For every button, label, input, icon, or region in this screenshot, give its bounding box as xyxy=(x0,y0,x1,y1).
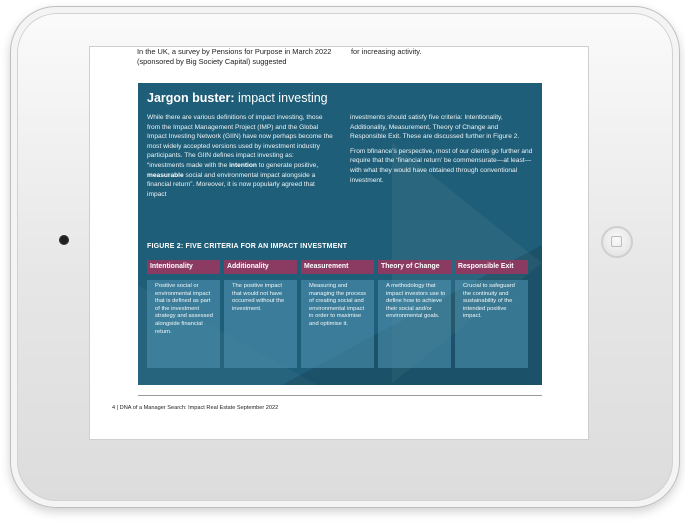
panel-title-bold: Jargon buster: xyxy=(147,91,235,105)
criterion-description: The positive impact that would not have occurred without the investment. xyxy=(224,280,297,368)
panel-right-column xyxy=(350,113,536,190)
document-page xyxy=(89,46,589,440)
home-button[interactable] xyxy=(601,226,633,258)
footer-divider xyxy=(138,395,542,396)
criterion-description: Crucial to safeguard the continuity and sustainability of the intended positive impact. xyxy=(455,280,528,368)
panel-title xyxy=(147,91,328,105)
criterion-description: Measuring and managing the process of creating social and environmental impact in order to maximise and optimise it. xyxy=(301,280,374,368)
figure-title: FIGURE 2: FIVE CRITERIA FOR AN IMPACT INVESTMENT xyxy=(147,243,348,250)
criterion-description: Positive social or environmental impact that is defined as part of the investment strategy and assessed alongside financial return. xyxy=(147,280,220,368)
panel-left-column xyxy=(147,113,333,199)
criterion-label: Intentionality xyxy=(147,260,220,274)
top-right-text: for increasing activity. xyxy=(351,47,422,56)
criterion-measurement xyxy=(301,260,374,370)
criterion-label: Measurement xyxy=(301,260,374,274)
criterion-description: A methodology that impact investors use to define how to achieve their social and/or environmental goals. xyxy=(378,280,451,368)
home-square-icon xyxy=(611,236,622,247)
criteria-grid xyxy=(147,260,529,370)
left-col-mid: to generate positive, xyxy=(256,161,319,169)
criterion-intentionality xyxy=(147,260,220,370)
criterion-theory-of-change xyxy=(378,260,451,370)
right-col-paragraph-1: investments should satisfy five criteria: Intentionality, Additionality, Measurement, Theory of Change and Responsible Exit. These are discussed further in Figure 2. xyxy=(350,114,520,141)
panel-title-rest: impact investing xyxy=(238,91,328,105)
jargon-buster-panel xyxy=(138,83,542,385)
criterion-label: Theory of Change xyxy=(378,260,451,274)
criterion-responsible-exit xyxy=(455,260,528,370)
camera-icon xyxy=(59,235,69,245)
left-col-end: social and environmental impact alongside a financial return”. Moreover, it is now popularly agreed that impact xyxy=(147,171,316,198)
left-col-bold-intention: intention xyxy=(229,161,257,169)
page-footer: 4 | DNA of a Manager Search: Impact Real Estate September 2022 xyxy=(112,405,279,411)
criterion-additionality xyxy=(224,260,297,370)
top-left-text: In the UK, a survey by Pensions for Purpose in March 2022 (sponsored by Big Society Capital) suggested xyxy=(137,47,332,66)
left-col-intro: While there are various definitions of impact investing, those from the Impact Management Project (IMP) and the Global Impact Investing Network (GIIN) have now perhaps become the most widely accepted versions used by investment industry participants. The GIIN defines impact investing as: “investments made with the xyxy=(147,114,333,169)
right-col-paragraph-2: From bfinance’s perspective, most of our clients go further and require that the ‘financial return’ be commensurate—at least—with what they would have obtained through conventional investment. xyxy=(350,147,533,184)
criterion-label: Responsible Exit xyxy=(455,260,528,274)
criterion-label: Additionality xyxy=(224,260,297,274)
left-col-bold-measurable: measurable xyxy=(147,171,184,179)
